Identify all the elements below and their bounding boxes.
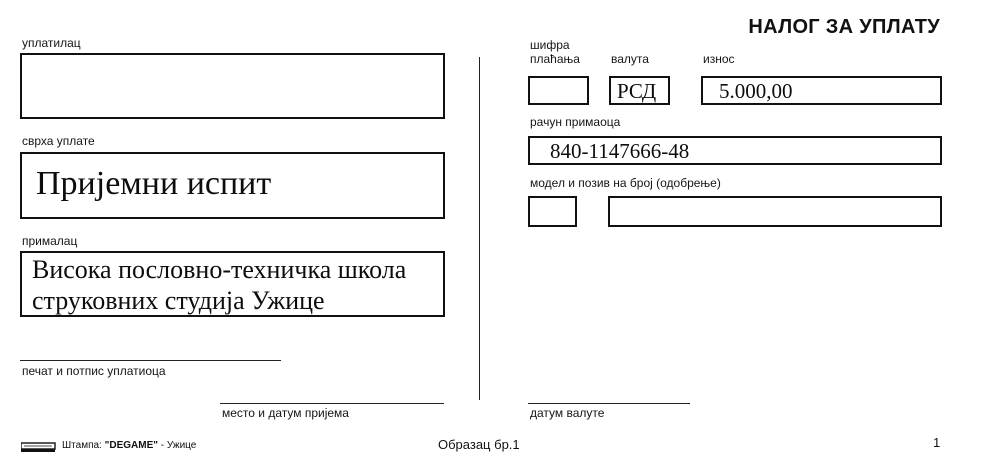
payment-code-label-line-1: шифра <box>530 38 570 52</box>
printer-logo-icon <box>21 440 57 452</box>
printer-credit-suffix: - Ужице <box>157 440 197 451</box>
currency-field[interactable] <box>609 76 670 105</box>
account-field[interactable] <box>528 136 942 165</box>
place-date-line <box>220 403 444 404</box>
center-divider <box>479 57 480 400</box>
payer-field[interactable] <box>20 53 445 119</box>
value-date-line <box>528 403 690 404</box>
purpose-value: Пријемни испит <box>36 165 272 202</box>
place-date-label: место и датум пријема <box>222 406 349 420</box>
amount-field[interactable] <box>701 76 942 105</box>
amount-value: 5.000,00 <box>719 79 793 103</box>
form-number: Образац бр.1 <box>438 437 520 452</box>
purpose-label: сврха уплате <box>22 134 95 148</box>
printer-credit-prefix: Штампа: <box>62 440 105 451</box>
payment-code-field[interactable] <box>528 76 589 105</box>
recipient-label: прималац <box>22 234 78 248</box>
account-label: рачун примаоца <box>530 115 621 129</box>
printer-credit <box>62 440 196 452</box>
page-number: 1 <box>933 435 941 450</box>
currency-label: валута <box>611 52 649 66</box>
printer-credit-name: "DEGAME" <box>104 440 158 451</box>
recipient-field[interactable] <box>20 251 445 317</box>
payer-label: уплатилац <box>22 36 81 50</box>
payment-code-label-line-2: плаћања <box>530 52 580 66</box>
recipient-line-1: Висока пословно-техничка школа <box>32 255 407 284</box>
recipient-line-2: струковних студија Ужице <box>32 286 325 315</box>
model-field[interactable] <box>528 196 577 227</box>
model-label: модел и позив на број (одобрење) <box>530 176 721 190</box>
purpose-field[interactable] <box>20 152 445 219</box>
currency-value: РСД <box>617 79 657 103</box>
amount-label: износ <box>703 52 735 66</box>
form-title: НАЛОГ ЗА УПЛАТУ <box>748 16 940 38</box>
account-value: 840-1147666-48 <box>550 139 690 163</box>
signature-label: печат и потпис уплатиоца <box>22 364 166 378</box>
value-date-label: датум валуте <box>530 406 605 420</box>
signature-line <box>20 360 281 361</box>
reference-number-field[interactable] <box>608 196 942 227</box>
